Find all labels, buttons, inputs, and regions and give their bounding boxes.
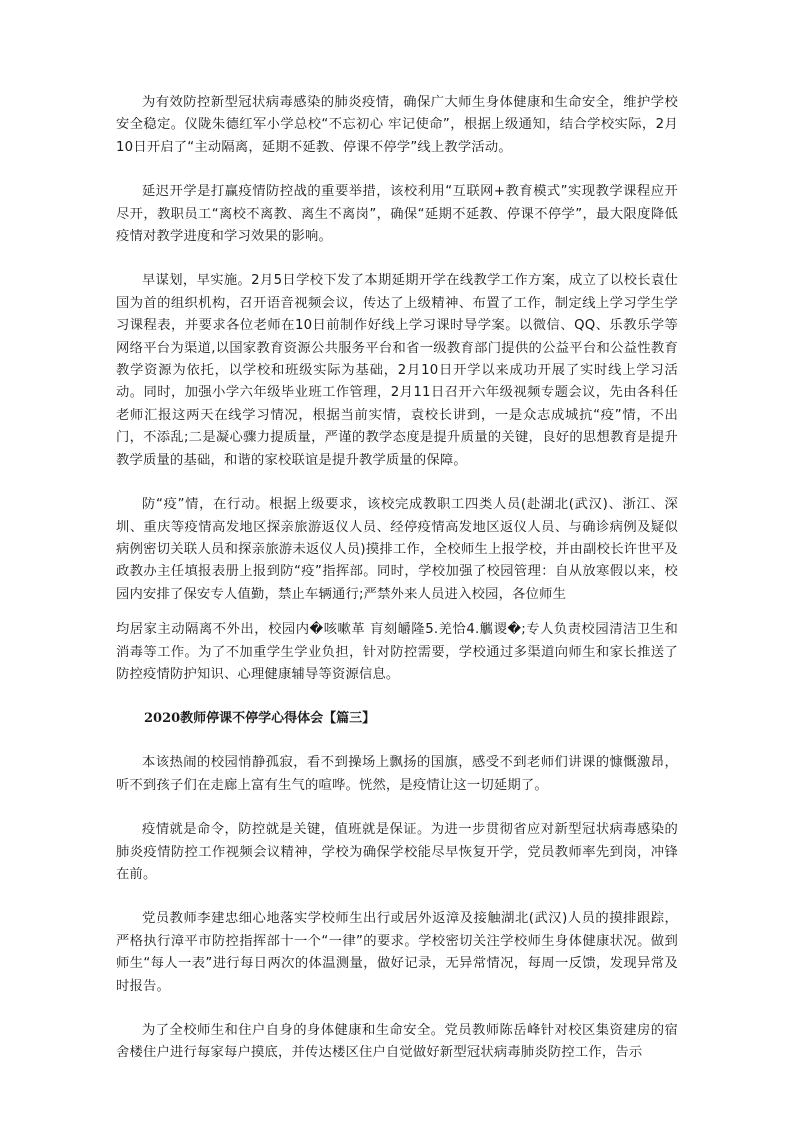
- paragraph-4: 防“疫”情，在行动。根据上级要求，该校完成教职工四类人员(赴湖北(武汉)、浙江、深圳、重庆等疫情高发地区探亲旅游返仪人员、经停疫情高发地区返仪人员、与确诊病例及疑似病例密切关联人员和探亲旅游未返仪人员)摸排工作，全校师生上报学校，并由副校长许世平及政教办主任填报表册上报到防“疫”指挥部。同时，学校加强了校园管理：自从放寒假以来，校园内安排了保安专人值勤，禁止车辆通行;严禁外来人员进入校园，各位师生: [116, 497, 678, 602]
- paragraph-4-continued: 均居家主动隔离不外出，校园内�咳嗽革 肓刻皭隆5.羌恰4.觽谡�;专人负责校园清洁卫生和消毒等工作。为了不加重学生学业负担，针对防控需要，学校通过多渠道向师生和家长推送了防控疫情防护知识、心理健康辅导等资源信息。: [116, 622, 678, 682]
- document-body: [116, 92, 678, 1065]
- paragraph-6: 疫情就是命令，防控就是关键，值班就是保证。为进一步贯彻省应对新型冠状病毒感染的肺炎疫情防控工作视频会议精神，学校为确保学校能尽早恢复开学，党员教师率先到岗，冲锋在前。: [116, 822, 678, 882]
- paragraph-5: 本该热闹的校园悄静孤寂，看不到操场上飘扬的国旗，感受不到老师们讲课的慷慨激昂，听不到孩子们在走廊上富有生气的喧哗。恍然，是疫情让这一切延期了。: [116, 755, 678, 793]
- paragraph-2: 延迟开学是打赢疫情防控战的重要举措，该校利用“互联网+教育模式”实现教学课程应开尽开，教职员工“离校不离教、离生不离岗”，确保“延期不延教、停课不停学”，最大限度降低疫情对教学进度和学习效果的影响。: [116, 184, 678, 245]
- paragraph-7: 党员教师李建忠细心地落实学校师生出行或居外返漳及接触湖北(武汉)人员的摸排跟踪，严格执行漳平市防控指挥部十一个“一律”的要求。学校密切关注学校师生身体健康状况。做到师生“每人一表”进行每日两次的体温测量，做好记录，无异常情况，每周一反馈，发现异常及时报告。: [116, 911, 678, 994]
- paragraph-3: 早谋划，早实施。2月5日学校下发了本期延期开学在线教学工作方案，成立了以校长袁仕国为首的组织机构，召开语音视频会议，传达了上级精神、布置了工作，制定线上学习学生学习课程表，并要求各位老师在10日前制作好线上学习课时导学案。以微信、QQ、乐教乐学等网络平台为渠道,以国家教育资源公共服务平台和省一级教育部门提供的公益平台和公益性教育教学资源为依托，以学校和班级实际为基础，2月10日开学以来成功开展了实时线上学习活动。同时，加强小学六年级毕业班工作管理，2月11日召开六年级视频专题会议，先由各科任老师汇报这两天在线学习情况，根据当前实情，袁校长讲到，一是众志成城抗“疫”情，不出门，不添乱;二是凝心骤力提质量，严谨的教学态度是提升质量的关键，良好的思想教育是提升教学质量的基础，和谐的家校联谊是提升教学质量的保障。: [116, 273, 678, 468]
- section-heading: 2020教师停课不停学心得体会【篇三】: [144, 711, 376, 727]
- paragraph-1: 为有效防控新型冠状病毒感染的肺炎疫情，确保广大师生身体健康和生命安全，维护学校安全稳定。仪陇朱德红军小学总校“不忘初心 牢记使命”，根据上级通知，结合学校实际，2月10日开启了“主动隔离，延期不延教、停课不停学”线上教学活动。: [116, 95, 678, 155]
- paragraph-8: 为了全校师生和住户自身的身体健康和生命安全。党员教师陈岳峰针对校区集资建房的宿舍楼住户进行每家每户摸底，并传达楼区住户自觉做好新型冠状病毒肺炎防控工作，告示: [116, 1023, 678, 1061]
